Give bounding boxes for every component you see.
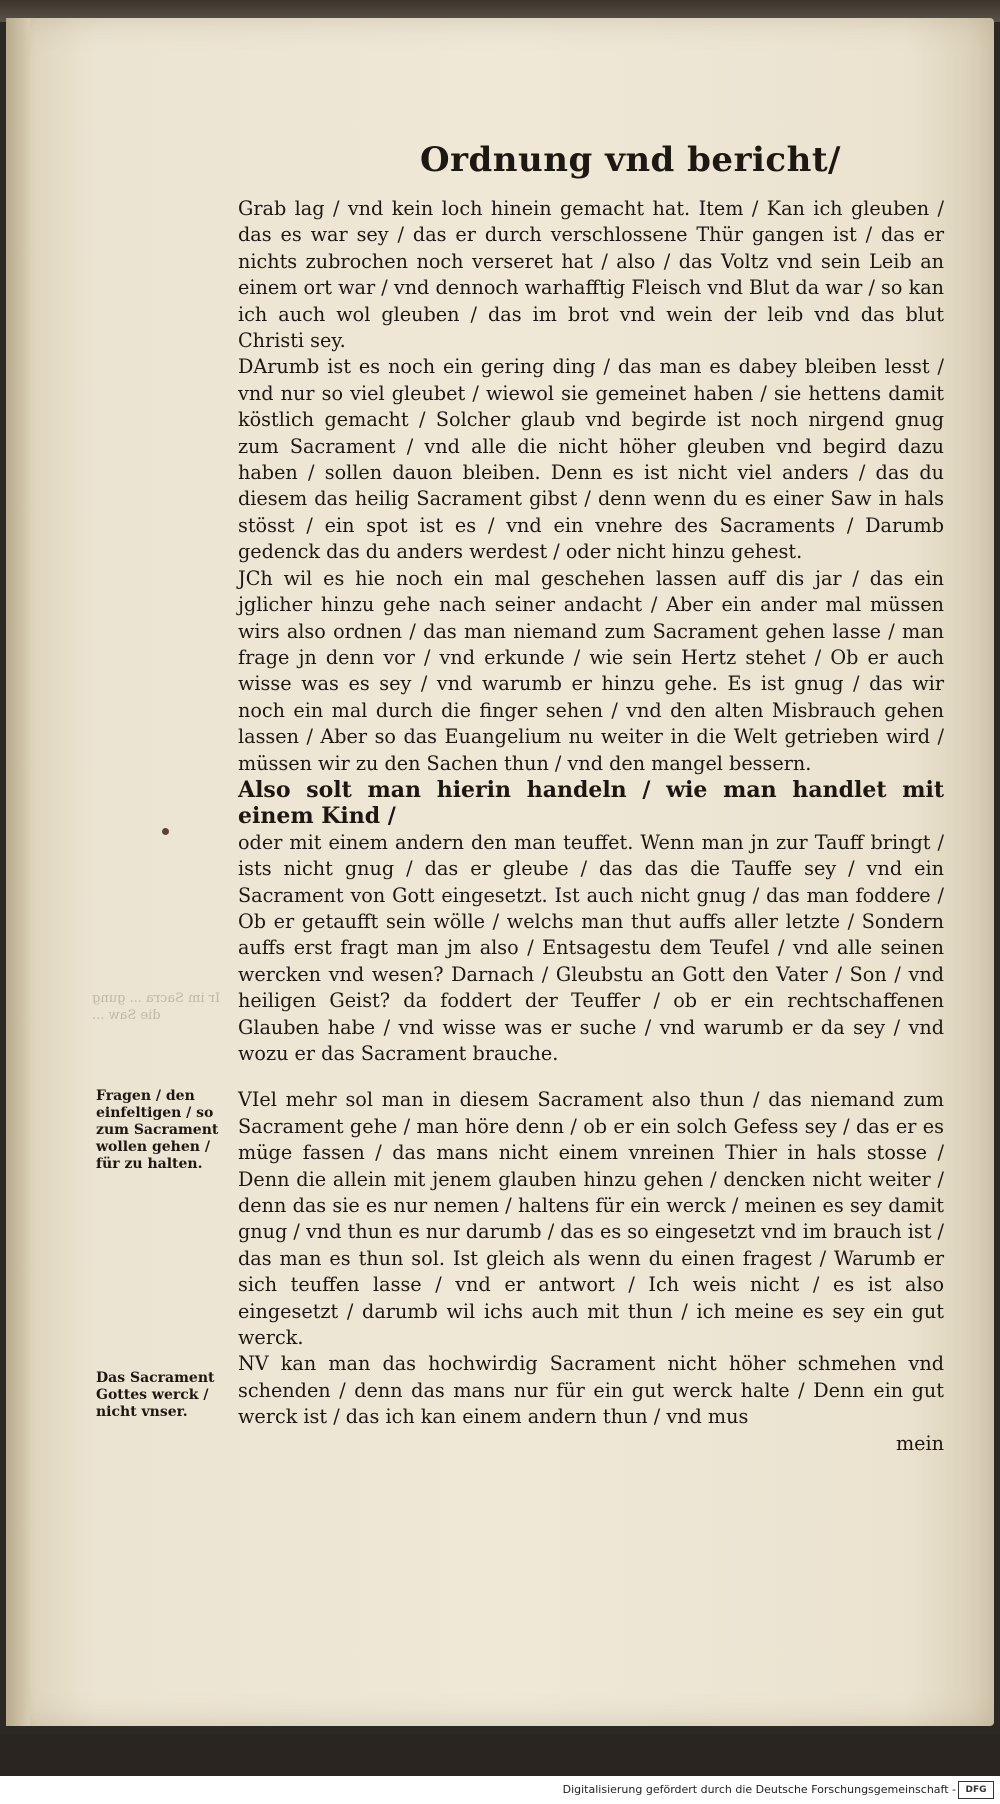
catchword: mein	[895, 1431, 944, 1455]
ink-spot	[162, 828, 169, 835]
page-gutter	[6, 18, 30, 1726]
paragraph-1: Grab lag / vnd kein loch hinein gemacht hat. Item / Kan ich gleuben / das es war sey / das er durch verschlossene Thür gangen ist / das er nichts zubrochen noch verseret hat / also / das Voltz vnd sein Leib an einem ort war / vnd dennoch warhafftig Fleisch vnd Blut da war / so kan ich auch wol gleuben / das im brot vnd wein der leib vnd das blut Christi sey.	[238, 197, 944, 353]
running-head: Ordnung vnd bericht/	[420, 140, 841, 180]
bold-heading-line: Also solt man hierin handeln / wie man handlet mit einem Kind /	[238, 776, 944, 830]
paragraph-6: NV kan man das hochwirdig Sacrament nicht höher schmehen vnd schenden / denn das mans nur für ein gut werck halte / Denn ein gut werck ist / das ich kan einem andern thun / vnd mus	[238, 1352, 944, 1429]
dfg-logo: DFG	[958, 1781, 994, 1799]
margin-note-questions: Fragen / den einfeltigen / so zum Sacrament wollen gehen / für zu halten.	[96, 1088, 219, 1172]
paragraph-2: DArumb ist es noch ein gering ding / das man es dabey bleiben lesst / vnd nur so viel gleubet / wiewol sie gemeinet haben / sie hettens damit köstlich gemacht / Solcher glaub vnd begirde ist noch nirgend gnug zum Sacrament / vnd alle die nicht höher gleuben vnd begird dazu haben / sollen dauon bleiben. Denn es ist nicht viel anders / das du diesem das heilig Sacrament gibst / denn wenn du es einer Saw in hals stösst / ein spot ist es / vnd ein vnehre des Sacraments / Darumb gedenck das du anders werdest / oder nicht hinzu gehest.	[238, 355, 944, 564]
paragraph-5: VIel mehr sol man in diesem Sacrament also thun / das niemand zum Sacrament gehe / man höre denn / ob er ein solch Gefess sey / das er es müge fassen / das mans nicht einem vnreinen Thier in hals stosse / Denn die allein mit jenem glauben hinzu gehen / dencken nicht weiter / denn das sie es nur nemen / haltens für ein werck / meinen es sey damit gnug / vnd thun es nur darumb / das es so eingesetzt vnd im brauch ist / das man es thun sol. Ist gleich als wenn du einen fragest / Warumb er sich teuffen lasse / vnd er antwort / Ich weis nicht / es ist also eingesetzt / darumb wil ichs auch mit thun / ich meine es sey ein gut werck.	[238, 1088, 944, 1350]
main-text-block	[238, 196, 944, 1457]
funding-credit: Digitalisierung gefördert durch die Deutsche Forschungsgemeinschaft -	[562, 1783, 956, 1796]
paragraph-4: oder mit einem andern den man teuffet. Wenn man jn zur Tauff bringt / ists nicht gnug / das er gleube / das das die Tauffe sey / vnd ein Sacrament von Gott eingesetzt. Ist auch nicht gnug / das man foddere / Ob er getaufft sein wölle / welchs man thut auffs aller letzte / Sondern auffs erst fragt man jm also / Entsagestu dem Teufel / vnd alle seinen wercken vnd wesen? Darnach / Gleubstu an Gott den Vater / Son / vnd heiligen Geist? da foddert der Teuffer / ob er ein rechtschaffenen Glauben habe / vnd wisse was er suche / vnd warumb er da sey / vnd wozu er das Sacrament brauche.	[238, 830, 944, 1065]
margin-note-sacrament: Das Sacrament Gottes werck / nicht vnser.	[96, 1370, 215, 1420]
paragraph-3: JCh wil es hie noch ein mal geschehen lassen auff dis jar / das ein jglicher hinzu gehe nach seiner andacht / Aber ein ander mal müssen wirs also ordnen / das man niemand zum Sacrament gehen lasse / man frage jn denn vor / vnd erkunde / wie sein Hertz stehet / Ob er auch wisse was es sey / vnd warumb er hinzu gehe. Es ist gnug / das wir noch ein mal durch die finger sehen / vnd den alten Misbrauch gehen lassen / Aber so das Euangelium nu weiter in die Welt getrieben wird / müssen wir zu den Sachen thun / vnd den mangel bessern.	[238, 566, 944, 775]
bleed-through-text: Ir im Sacra ... gung die Saw ...	[92, 991, 221, 1023]
